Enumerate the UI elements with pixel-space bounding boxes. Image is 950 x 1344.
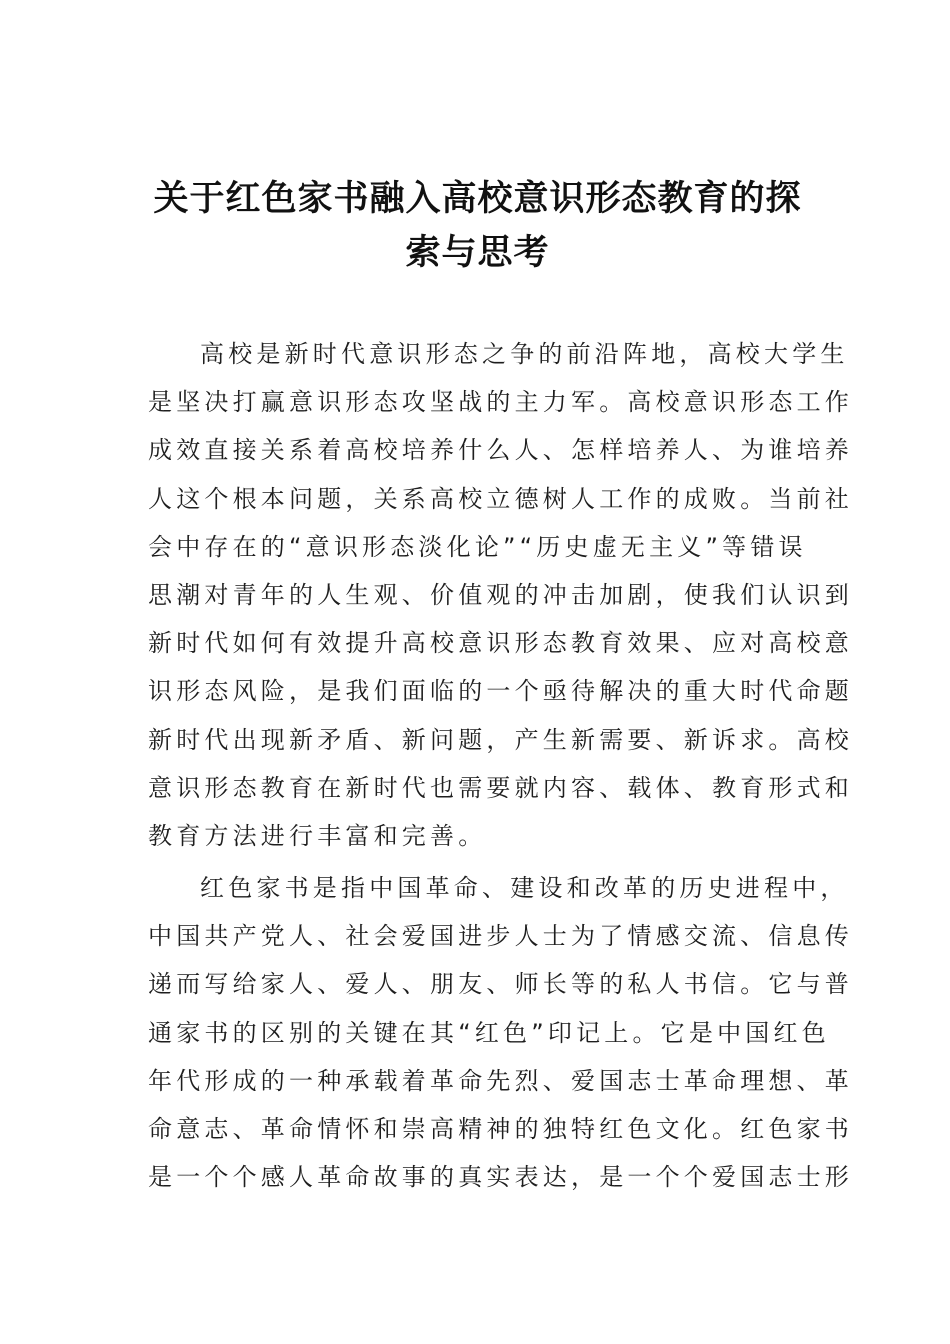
paragraph-line: 高校是新时代意识形态之争的前沿阵地，高校大学生 [200, 340, 849, 368]
paragraph-line: 教育方法进行丰富和完善。 [148, 821, 487, 850]
paragraph-line: 人这个根本问题，关系高校立德树人工作的成败。当前社 [148, 484, 853, 513]
paragraph-line: 意识形态教育在新时代也需要就内容、载体、教育形式和 [148, 773, 853, 802]
document-body [148, 330, 853, 1201]
paragraph-line: 成效直接关系着高校培养什么人、怎样培养人、为谁培养 [148, 436, 853, 465]
paragraph-line: 命意志、革命情怀和崇高精神的独特红色文化。红色家书 [148, 1115, 853, 1143]
paragraph-line: 通家书的区别的关键在其“红色”印记上。它是中国红色 [148, 1018, 830, 1047]
paragraph-1 [148, 330, 853, 860]
paragraph-line: 递而写给家人、爱人、朋友、师长等的私人书信。它与普 [148, 970, 853, 999]
title-line-1: 关于红色家书融入高校意识形态教育的探 [153, 178, 802, 219]
paragraph-2 [148, 864, 853, 1201]
paragraph-line: 思潮对青年的人生观、价值观的冲击加剧，使我们认识到 [148, 580, 853, 609]
paragraph-line: 新时代如何有效提升高校意识形态教育效果、应对高校意 [148, 629, 853, 658]
paragraph-line: 识形态风险，是我们面临的一个亟待解决的重大时代命题 [148, 677, 853, 706]
document-title [150, 172, 805, 280]
paragraph-line: 会中存在的“意识形态淡化论”“历史虚无主义”等错误 [148, 532, 807, 561]
paragraph-line: 新时代出现新矛盾、新问题，产生新需要、新诉求。高校 [148, 725, 853, 754]
paragraph-line: 中国共产党人、社会爱国进步人士为了情感交流、信息传 [148, 922, 853, 951]
title-line-2: 索与思考 [405, 232, 550, 273]
paragraph-line: 红色家书是指中国革命、建设和改革的历史进程中， [200, 874, 849, 903]
paragraph-line: 是一个个感人革命故事的真实表达，是一个个爱国志士形 [148, 1163, 853, 1192]
paragraph-line: 年代形成的一种承载着革命先烈、爱国志士革命理想、革 [148, 1066, 853, 1095]
paragraph-line: 是坚决打赢意识形态攻坚战的主力军。高校意识形态工作 [148, 388, 853, 417]
